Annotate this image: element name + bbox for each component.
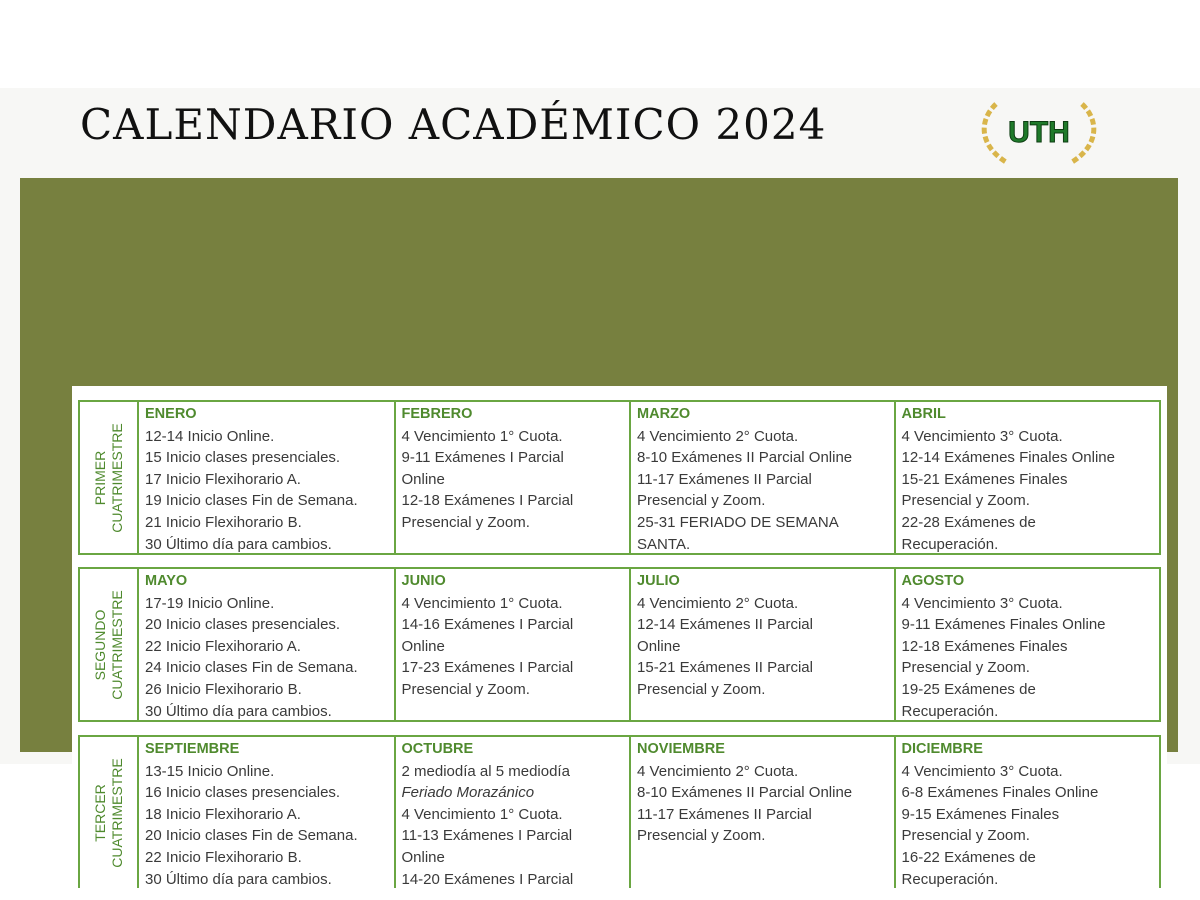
trimester-label-line: TERCER: [91, 783, 108, 842]
event-line: Online: [401, 848, 445, 866]
month-cell: [896, 402, 1159, 553]
page-title: CALENDARIO ACADÉMICO 2024: [80, 100, 827, 149]
event-line: 30 Último día para cambios.: [145, 702, 332, 720]
event-line: 8-10 Exámenes II Parcial Online: [637, 449, 853, 467]
month-heading: DICIEMBRE: [901, 741, 983, 757]
event-line: 17 Inicio Flexihorario A.: [145, 470, 301, 488]
event-line: 4 Vencimiento 2° Cuota.: [637, 427, 799, 445]
event-line: Presencial y Zoom.: [401, 513, 530, 531]
trimester-block: [78, 735, 1161, 888]
month-heading: SEPTIEMBRE: [145, 741, 240, 757]
month-cell: [631, 569, 895, 720]
event-line: 17-19 Inicio Online.: [145, 594, 275, 612]
svg-text:UTH: UTH: [1008, 116, 1070, 149]
event-line: 12-14 Exámenes Finales Online: [901, 449, 1115, 467]
event-line: 11-17 Exámenes II Parcial: [637, 470, 812, 488]
event-line: 22-28 Exámenes de: [901, 513, 1036, 531]
event-line: 26 Inicio Flexihorario B.: [145, 680, 302, 698]
month-cell: [631, 402, 895, 553]
event-line: 16-22 Exámenes de: [901, 848, 1036, 866]
trimester-label: [80, 402, 139, 553]
event-line: Online: [637, 637, 681, 655]
event-line: 30 Último día para cambios.: [145, 535, 332, 553]
event-line: Presencial y Zoom.: [401, 680, 530, 698]
trimester-label-text: [92, 590, 126, 699]
event-line: 15-21 Exámenes II Parcial: [637, 659, 813, 677]
event-line: 15 Inicio clases presenciales.: [145, 449, 341, 467]
month-cell: [139, 569, 396, 720]
event-line: Presencial y Zoom.: [637, 492, 766, 510]
month-heading: NOVIEMBRE: [637, 741, 725, 757]
event-line: Presencial y Zoom.: [637, 680, 766, 698]
event-line: 9-15 Exámenes Finales: [901, 805, 1060, 823]
event-line: 9-11 Exámenes Finales Online: [901, 616, 1106, 634]
event-line: 20 Inicio clases Fin de Semana.: [145, 827, 358, 845]
month-heading: ENERO: [145, 406, 197, 422]
event-line: 18 Inicio Flexihorario A.: [145, 805, 301, 823]
event-line: Feriado Morazánico: [401, 784, 535, 802]
event-line: 8-10 Exámenes II Parcial Online: [637, 784, 853, 802]
month-cell: [631, 737, 895, 888]
event-line: 22 Inicio Flexihorario B.: [145, 848, 302, 866]
event-line: 20 Inicio clases presenciales.: [145, 616, 341, 634]
event-line: 2 mediodía al 5 mediodía: [401, 762, 570, 780]
event-line: 22 Inicio Flexihorario A.: [145, 637, 301, 655]
event-line: Online: [401, 637, 445, 655]
trimester-label-line: PRIMER: [91, 450, 108, 505]
trimester-block: [78, 400, 1161, 555]
uth-logo: [976, 96, 1102, 166]
event-line: 4 Vencimiento 1° Cuota.: [401, 427, 563, 445]
event-line: 15-21 Exámenes Finales: [901, 470, 1068, 488]
event-line: SANTA.: [637, 535, 691, 553]
trimester-block: [78, 567, 1161, 722]
month-cell: [396, 402, 632, 553]
event-line: 19-25 Exámenes de: [901, 680, 1036, 698]
month-cell: [896, 737, 1159, 888]
event-line: 12-14 Exámenes II Parcial: [637, 616, 813, 634]
month-cell: [139, 737, 396, 888]
event-line: 4 Vencimiento 3° Cuota.: [901, 427, 1063, 445]
event-line: 13-15 Inicio Online.: [145, 762, 275, 780]
event-line: 9-11 Exámenes I Parcial: [401, 449, 564, 467]
trimester-label-line: CUATRIMESTRE: [108, 757, 125, 868]
month-cell: [396, 737, 632, 888]
trimester-label-line: CUATRIMESTRE: [108, 589, 125, 700]
calendar-frame: [20, 178, 1178, 888]
month-heading: ABRIL: [901, 406, 946, 422]
month-heading: OCTUBRE: [401, 741, 474, 757]
event-line: 30 Último día para cambios.: [145, 870, 332, 888]
trimester-label: [80, 737, 139, 888]
month-heading: JUNIO: [401, 573, 446, 589]
month-cell: [396, 569, 632, 720]
event-line: 4 Vencimiento 2° Cuota.: [637, 762, 799, 780]
event-line: 16 Inicio clases presenciales.: [145, 784, 341, 802]
month-heading: MARZO: [637, 406, 691, 422]
month-heading: FEBRERO: [401, 406, 473, 422]
event-line: Recuperación.: [901, 702, 999, 720]
month-heading: AGOSTO: [901, 573, 965, 589]
month-cell: [139, 402, 396, 553]
event-line: Presencial y Zoom.: [901, 492, 1030, 510]
event-line: 6-8 Exámenes Finales Online: [901, 784, 1099, 802]
event-line: 12-18 Exámenes Finales: [901, 637, 1068, 655]
event-line: 14-16 Exámenes I Parcial: [401, 616, 574, 634]
event-line: Online: [401, 470, 445, 488]
event-line: 21 Inicio Flexihorario B.: [145, 513, 302, 531]
event-line: 24 Inicio clases Fin de Semana.: [145, 659, 358, 677]
month-heading: MAYO: [145, 573, 188, 589]
event-line: 19 Inicio clases Fin de Semana.: [145, 492, 358, 510]
event-line: 4 Vencimiento 3° Cuota.: [901, 762, 1063, 780]
event-line: 4 Vencimiento 3° Cuota.: [901, 594, 1063, 612]
event-line: Recuperación.: [901, 535, 999, 553]
event-line: 25-31 FERIADO DE SEMANA: [637, 513, 839, 531]
event-line: 11-17 Exámenes II Parcial: [637, 805, 812, 823]
event-line: 17-23 Exámenes I Parcial: [401, 659, 574, 677]
trimester-label-line: SEGUNDO: [91, 609, 108, 680]
event-line: Recuperación.: [901, 870, 999, 888]
month-heading: JULIO: [637, 573, 680, 589]
month-cell: [896, 569, 1159, 720]
event-line: 4 Vencimiento 1° Cuota.: [401, 805, 563, 823]
trimester-label-text: [92, 423, 126, 532]
event-line: Presencial y Zoom.: [901, 659, 1030, 677]
trimester-label: [80, 569, 139, 720]
event-line: 12-14 Inicio Online.: [145, 427, 275, 445]
event-line: Presencial y Zoom.: [901, 827, 1030, 845]
calendar-panel: [72, 386, 1167, 888]
event-line: Presencial y Zoom.: [637, 827, 766, 845]
event-line: 11-13 Exámenes I Parcial: [401, 827, 573, 845]
event-line: 4 Vencimiento 2° Cuota.: [637, 594, 799, 612]
event-line: 12-18 Exámenes I Parcial: [401, 492, 574, 510]
event-line: 4 Vencimiento 1° Cuota.: [401, 594, 563, 612]
trimester-label-line: CUATRIMESTRE: [108, 422, 125, 533]
event-line: 14-20 Exámenes I Parcial: [401, 870, 574, 888]
trimester-label-text: [92, 758, 126, 867]
